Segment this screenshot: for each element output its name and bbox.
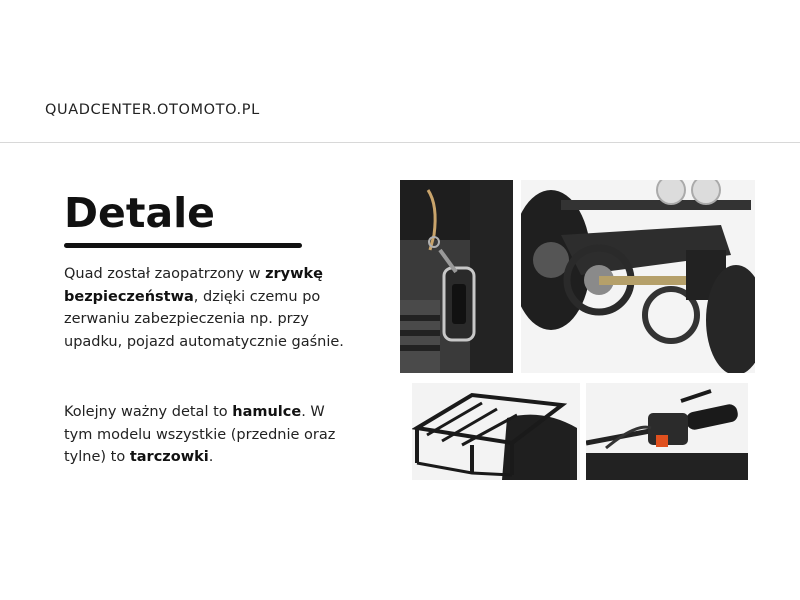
emphasis: zrywkę bezpieczeństwa	[64, 266, 323, 305]
brakes-paragraph	[64, 401, 344, 469]
text: Quad został zaopatrzony w	[64, 266, 266, 282]
text: , dzięki czemu po zerwaniu zabezpieczenia np. przy upadku, pojazd automatycznie gaśnie.	[64, 288, 344, 350]
text: Kolejny ważny detal to	[64, 404, 233, 420]
title-underline	[64, 243, 302, 248]
chain-drive-photo	[521, 180, 755, 373]
rear-rack-photo	[412, 383, 580, 480]
site-name[interactable]: QUADCENTER.OTOMOTO.PL	[45, 102, 260, 118]
section-title: Detale	[64, 189, 215, 237]
header	[0, 0, 800, 143]
header-divider	[0, 142, 800, 143]
emphasis: hamulce	[232, 404, 302, 420]
handlebar-brake-photo	[586, 383, 748, 480]
text: .	[208, 449, 214, 465]
safety-paragraph	[64, 263, 344, 353]
text: . W tym modelu wszystkie (przednie oraz tylne) to	[64, 404, 336, 465]
safety-key-photo	[400, 180, 513, 373]
emphasis: tarczowki	[129, 449, 209, 465]
